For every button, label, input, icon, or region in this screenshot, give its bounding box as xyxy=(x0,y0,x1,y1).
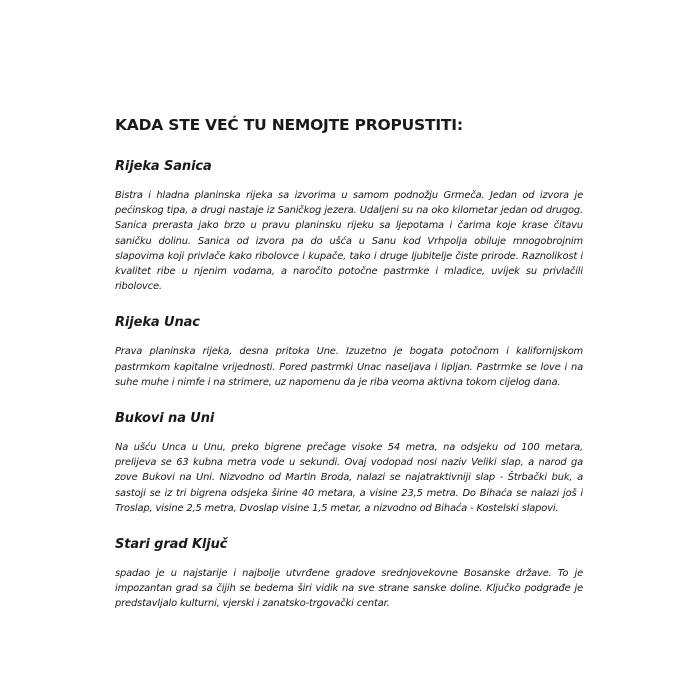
section-rijeka-sanica xyxy=(115,159,583,294)
section-heading: Stari grad Ključ xyxy=(115,537,228,553)
page-title: KADA STE VEĆ TU NEMOJTE PROPUSTITI: xyxy=(115,116,463,134)
section-body: Na ušću Unca u Unu, preko bigrene prečage visoke 54 metra, na odsjeku od 100 metara, prelijeva se 63 kubna metra vode u sekundi. Ovaj vodopad nosi naziv Veliki slap, a narod ga zove Bukovi na Uni. Nizvodno od Martin Broda, nalazi se najatraktivniji slap - Štrbački buk, a sastoji se iz tri bigrena odsjeka širine 40 metara, a visine 23,5 metra. Do Bihaća se nalazi još i Troslap, visine 2,5 metra, Dvoslap visine 1,5 metar, a nizvodno od Bihaća - Kostelski slapovi. xyxy=(115,442,583,514)
section-rijeka-unac xyxy=(115,315,583,390)
section-bukovi-na-uni xyxy=(115,411,583,516)
section-heading: Rijeka Sanica xyxy=(115,159,212,174)
section-body: Bistra i hladna planinska rijeka sa izvorima u samom podnožju Grmeča. Jedan od izvora je pećinskog tipa, a drugi nastaje iz Saničkog jezera. Udaljeni su na oko kilometar jedan od drugog. Sanica prerasta jako brzo u pravu planinsku rijeku sa ljepotama i čarima koje krase čitavu saničku dolinu. Sanica od izvora pa do ušća u Sanu kod Vrhpolja obiluje mnogobrojnim slapovima koji privlače kako ribolovce i kupače, tako i druge ljubitelje čiste prirode. Raznolikost i kvalitet ribe u njenim vodama, a naročito potočne pastrmke i mladice, uvijek su privlačili ribolovce. xyxy=(115,190,583,293)
section-stari-grad-kljuc xyxy=(115,537,583,612)
section-heading: Bukovi na Uni xyxy=(115,411,215,427)
section-heading: Rijeka Unac xyxy=(115,315,200,331)
section-body: Prava planinska rijeka, desna pritoka Une. Izuzetno je bogata potočnom i kalifornijskom pastrmkom kapitalne vrijednosti. Pored pastrmki Unac naseljava i lipljan. Pastrmke se love i na suhe muhe i nimfe i na strimere, uz napomenu da je riba veoma aktivna tokom cijelog dana. xyxy=(115,346,583,388)
section-body: spadao je u najstarije i najbolje utvrđene gradove srednjovekovne Bosanske države. To je impozantan grad sa čijih se bedema širi vidik na sve strane sanske doline. Ključko podgrađe je predstavljalo kulturni, vjerski i zanatsko-trgovački centar. xyxy=(115,568,583,610)
